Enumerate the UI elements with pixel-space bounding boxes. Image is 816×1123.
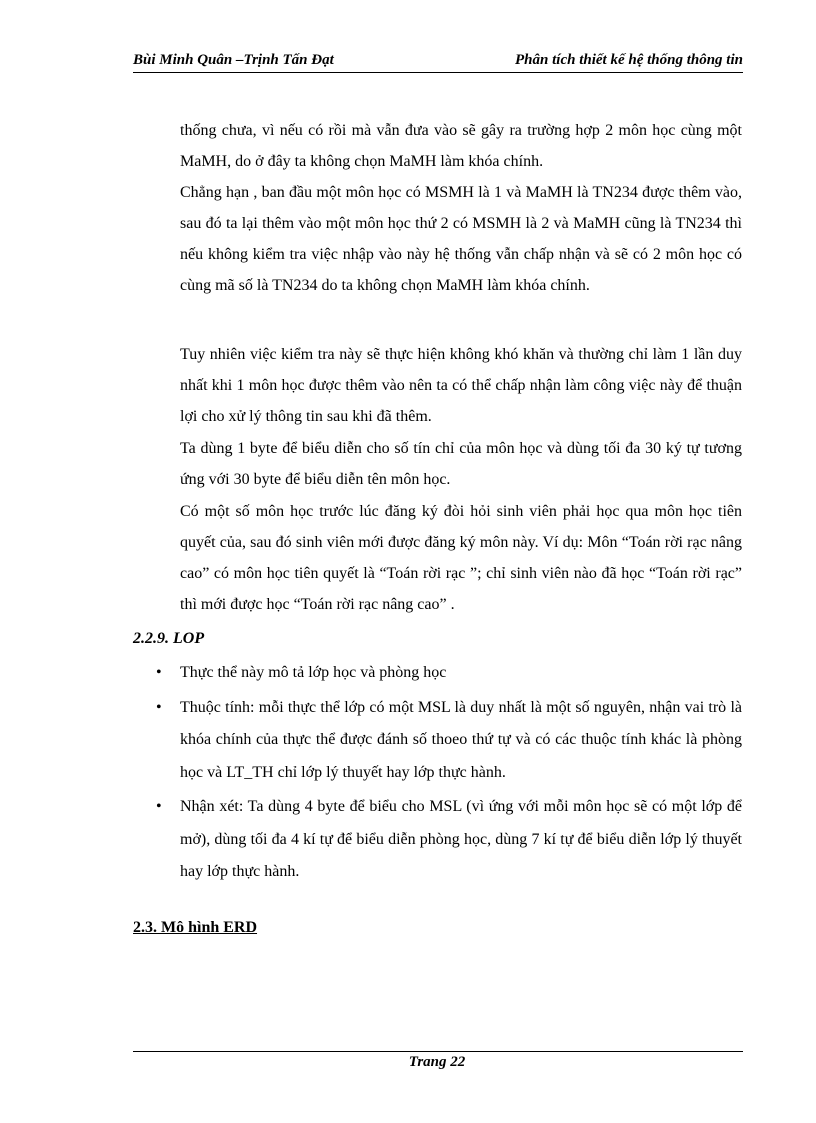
- section-heading-erd: 2.3. Mô hình ERD: [133, 919, 258, 936]
- header-title: Phân tích thiết kế hệ thống thông tin: [515, 52, 743, 68]
- paragraph-1: thống chưa, vì nếu có rồi mà vẫn đưa vào sẽ gây ra trường hợp 2 môn học cùng một MaMH, do ở đây ta không chọn MaMH làm khóa chính.: [180, 122, 742, 170]
- paragraph-4: Ta dùng 1 byte để biểu diễn cho số tín chỉ của môn học và dùng tối đa 30 ký tự tương ứng với 30 byte để biểu diễn tên môn học.: [180, 440, 742, 488]
- list-item: [156, 692, 742, 790]
- bullet-list: [156, 657, 742, 891]
- page-header: [133, 52, 743, 72]
- bullet-icon: •: [156, 664, 162, 681]
- header-authors: Bùi Minh Quân –Trịnh Tấn Đạt: [133, 52, 334, 68]
- paragraph-3: Tuy nhiên việc kiểm tra này sẽ thực hiện không khó khăn và thường chỉ làm 1 lần duy nhất khi 1 môn học được thêm vào nên ta có thể chấp nhận làm công việc này để thuận lợi cho xử lý thông tin sau khi đã thêm.: [180, 346, 742, 425]
- paragraph-2: Chẳng hạn , ban đầu một môn học có MSMH là 1 và MaMH là TN234 được thêm vào, sau đó ta lại thêm vào một môn học thứ 2 có MSMH là 2 và MaMH cũng là TN234 thì nếu không kiểm tra việc nhập vào này hệ thống vẫn chấp nhận và sẽ có 2 môn học có cùng mã số là TN234 do ta không chọn MaMH làm khóa chính.: [180, 184, 742, 294]
- list-item: [156, 657, 742, 690]
- list-item-text: Thực thể này mô tả lớp học và phòng học: [180, 664, 447, 681]
- section-heading-lop: 2.2.9. LOP: [133, 630, 205, 647]
- list-item: [156, 791, 742, 889]
- paragraph-5: Có một số môn học trước lúc đăng ký đòi hỏi sinh viên phải học qua môn học tiên quyết của, sau đó sinh viên mới được đăng ký môn này. Ví dụ: Môn “Toán rời rạc nâng cao” có môn học tiên quyết là “Toán rời rạc ”; chỉ sinh viên nào đã học “Toán rời rạc” thì mới được học “Toán rời rạc nâng cao” .: [180, 503, 742, 613]
- bullet-icon: •: [156, 798, 162, 815]
- list-item-text: Thuộc tính: mỗi thực thể lớp có một MSL là duy nhất là một số nguyên, nhận vai trò là khóa chính của thực thể được đánh số thoeo thứ tự và có các thuộc tính khác là phòng học và LT_TH chỉ lớp lý thuyết hay lớp thực hành.: [180, 698, 742, 781]
- bullet-icon: •: [156, 698, 162, 716]
- header-divider: [133, 72, 743, 73]
- page-number: Trang 22: [408, 1054, 466, 1070]
- footer-divider: [133, 1051, 743, 1052]
- list-item-text: Nhận xét: Ta dùng 4 byte để biểu cho MSL (vì ứng với mỗi môn học sẽ có một lớp để mở), dùng tối đa 4 kí tự để biểu diễn phòng học, dùng 7 kí tự để biểu diễn lớp lý thuyết hay lớp thực hành.: [180, 798, 742, 880]
